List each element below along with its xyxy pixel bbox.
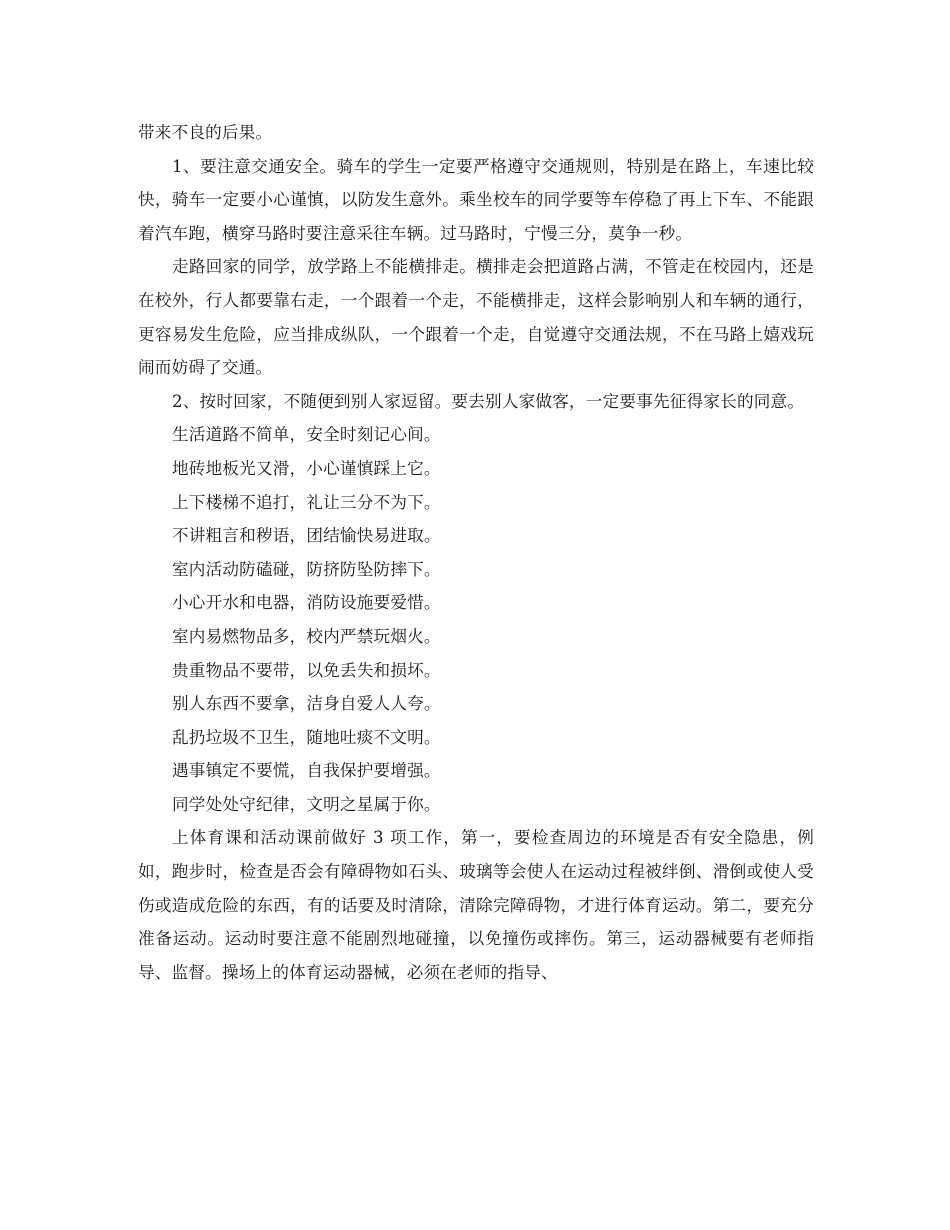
verse-line: 乱扔垃圾不卫生，随地吐痰不文明。	[172, 727, 441, 747]
verse-line: 小心开水和电器，消防设施要爱惜。	[172, 593, 441, 613]
paragraph-continuation: 带来不良的后果。	[138, 123, 273, 142]
verse-line: 上下楼梯不追打，礼让三分不为下。	[172, 492, 441, 512]
verse-line: 不讲粗言和秽语，团结愉快易进取。	[172, 526, 441, 546]
paragraph-pe-class: 上体育课和活动课前做好 3 项工作，第一，要检查周边的环境是否有安全隐患，例如，跑步时，检查是否会有障碍物如石头、玻璃等会使人在运动过程被绊倒、滑倒或使人受伤或造成危险的东西，有的话要及时清除，清除完障碍物，才进行体育运动。第二，要充分准备运动。运动时要注意不能剧烈地碰撞，以免撞伤或摔伤。第三，运动器械要有老师指导、监督。操场上的体育运动器械，必须在老师的指导、	[138, 828, 814, 982]
verse-line: 同学处处守纪律，文明之星属于你。	[172, 794, 441, 814]
verse-line: 别人东西不要拿，洁身自爱人人夸。	[172, 694, 441, 714]
verse-line: 室内易燃物品多，校内严禁玩烟火。	[172, 626, 441, 646]
paragraph-walking-home: 走路回家的同学，放学路上不能横排走。横排走会把道路占满，不管走在校园内，还是在校外，行人都要靠右走，一个跟着一个走，不能横排走，这样会影响别人和车辆的通行，更容易发生危险，应当排成纵队，一个跟着一个走，自觉遵守交通法规，不在马路上嬉戏玩闹而妨碍了交通。	[138, 257, 814, 378]
verse-line: 生活道路不简单，安全时刻记心间。	[172, 425, 441, 445]
verse-line: 贵重物品不要带，以免丢失和损坏。	[172, 660, 441, 680]
verse-line: 室内活动防磕碰，防挤防坠防摔下。	[172, 559, 441, 579]
paragraph-traffic-safety: 1、要注意交通安全。骑车的学生一定要严格遵守交通规则，特别是在路上，车速比较快，骑车一定要小心谨慎，以防发生意外。乘坐校车的同学要等车停稳了再上下车、不能跟着汽车跑，横穿马路时要注意采往车辆。过马路时，宁慢三分，莫争一秒。	[138, 156, 814, 243]
paragraph-go-home-on-time: 2、按时回家，不随便到别人家逗留。要去别人家做客，一定要事先征得家长的同意。	[172, 391, 805, 411]
verse-line: 地砖地板光又滑，小心谨慎踩上它。	[172, 458, 441, 478]
verse-line: 遇事镇定不要慌，自我保护要增强。	[172, 761, 441, 781]
document-body	[138, 116, 814, 989]
